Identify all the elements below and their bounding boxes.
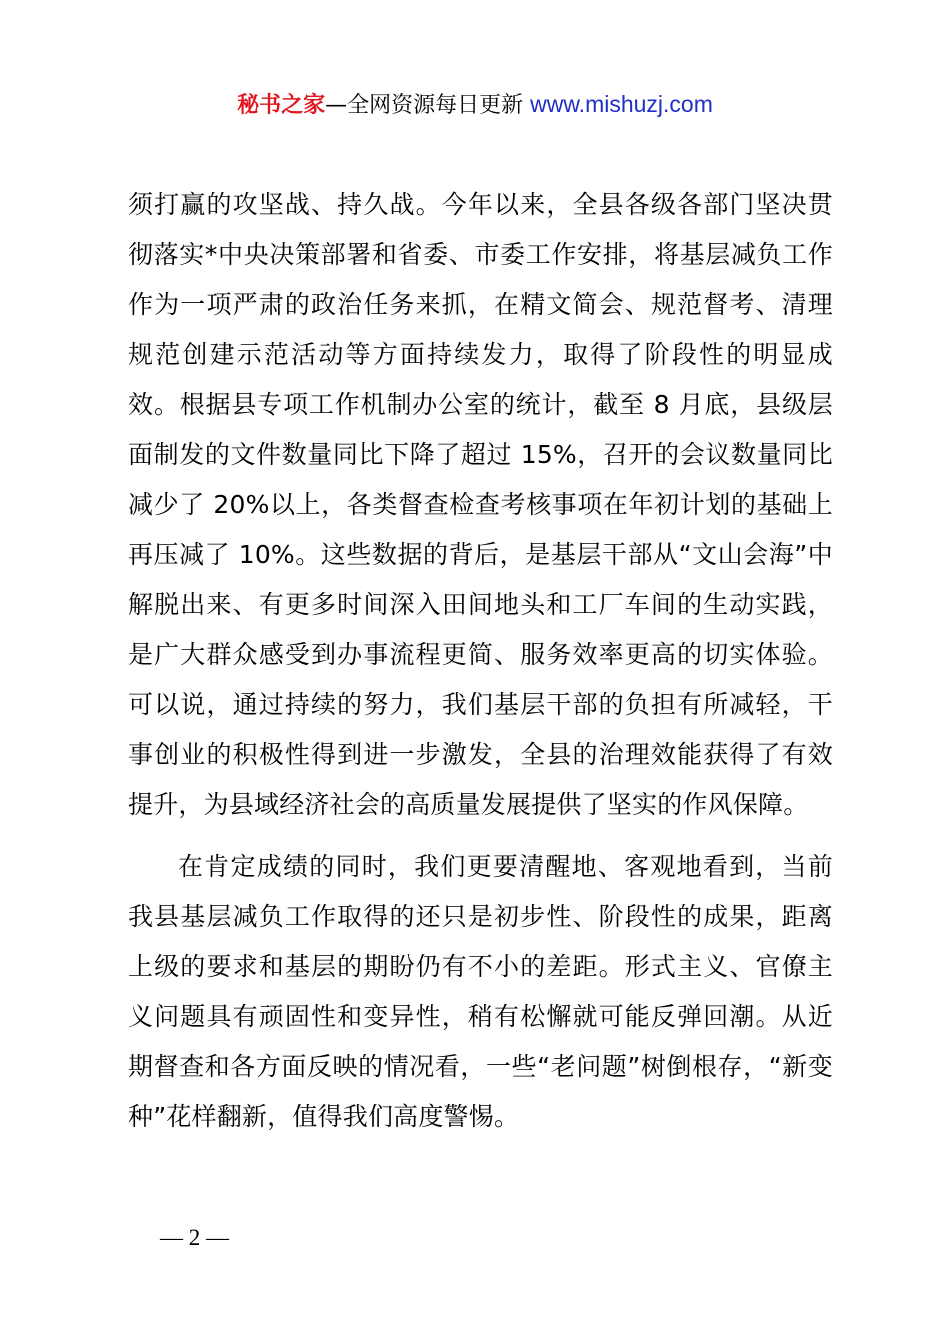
paragraph-1: 须打赢的攻坚战、持久战。今年以来，全县各级各部门坚决贯彻落实*中央决策部署和省委、市委工作安排，将基层减负工作作为一项严肃的政治任务来抓，在精文简会、规范督考、清理规范创建示范活动等方面持续发力，取得了阶段性的明显成效。根据县专项工作机制办公室的统计，截至 8 月底，县级层面制发的文件数量同比下降了超过 15%，召开的会议数量同比减少了 20%以上，各类督查检查考核事项在年初计划的基础上再压减了 10%。这些数据的背后，是基层干部从“文山会海”中解脱出来、有更多时间深入田间地头和工厂车间的生动实践，是广大群众感受到办事流程更简、服务效率更高的切实体验。可以说，通过持续的努力，我们基层干部的负担有所减轻，干事创业的积极性得到进一步激发，全县的治理效能获得了有效提升，为县域经济社会的高质量发展提供了坚实的作风保障。 — [128, 190, 833, 819]
header-slogan: —全网资源每日更新 — [325, 93, 531, 118]
site-header — [0, 88, 950, 122]
site-url-link[interactable]: www.mishuzj.com — [530, 91, 713, 117]
page-number: — 2 — — [160, 1225, 229, 1250]
document-body — [128, 180, 833, 1142]
brand-name: 秘书之家 — [237, 93, 326, 118]
paragraph-2: 在肯定成绩的同时，我们更要清醒地、客观地看到，当前我县基层减负工作取得的还只是初步性、阶段性的成果，距离上级的要求和基层的期盼仍有不小的差距。形式主义、官僚主义问题具有顽固性和变异性，稍有松懈就可能反弹回潮。从近期督查和各方面反映的情况看，一些“老问题”树倒根存，“新变种”花样翻新，值得我们高度警惕。 — [128, 852, 833, 1131]
